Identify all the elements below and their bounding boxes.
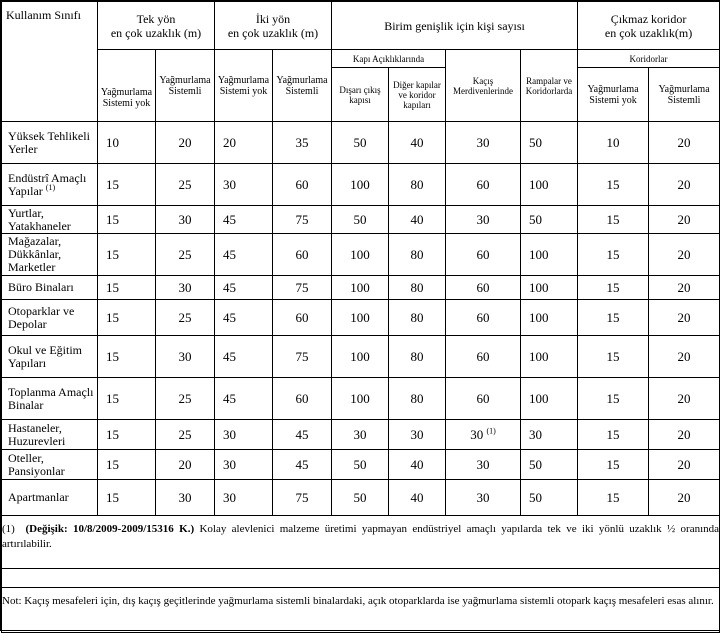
table-cell: 60 [273,164,332,206]
table-cell: 20 [649,420,720,450]
table-cell: 10 [578,122,649,164]
header-one-way-sprinkler: Yağmurlama Sistemli [156,50,215,122]
escape-distance-table [1,1,720,633]
table-cell: 80 [389,234,446,276]
table-cell: 15 [578,480,649,516]
table-cell: 35 [273,122,332,164]
header-two-way-sprinkler: Yağmurlama Sistemli [273,50,332,122]
table-cell: 80 [389,276,446,300]
table-cell: 30 [389,420,446,450]
table-cell: 25 [156,300,215,336]
table-cell: 45 [215,300,273,336]
table-cell: 40 [389,450,446,480]
table-cell: 60 [446,300,521,336]
table-row [2,480,720,516]
table-row [2,420,720,450]
table-cell: 15 [578,206,649,234]
table-cell: 30 [446,206,521,234]
table-cell: 60 [446,234,521,276]
header-door-openings: Kapı Açıklıklarında [332,50,446,68]
table-cell: 15 [98,300,156,336]
header-two-way: İki yön en çok uzaklık (m) [215,2,332,50]
row-class-name: Otoparklar ve Depolar [2,300,98,336]
table-cell: 75 [273,276,332,300]
table-cell: 60 [446,164,521,206]
table-cell: 45 [273,420,332,450]
table-cell: 50 [332,206,389,234]
table-cell: 15 [578,300,649,336]
header-corridors: Koridorlar [578,50,720,68]
table-cell: 20 [649,336,720,378]
table-cell: 15 [578,234,649,276]
table-cell: 30 [446,122,521,164]
table-cell: 30 [215,450,273,480]
table-cell: 20 [649,450,720,480]
table-cell: 80 [389,378,446,420]
table-cell: 100 [332,164,389,206]
table-cell: 100 [332,234,389,276]
table-cell: 60 [273,300,332,336]
header-dead-end: Çıkmaz koridor en çok uzaklık(m) [578,2,720,50]
table-cell: 60 [273,234,332,276]
table-cell: 30 [156,206,215,234]
table-cell: 45 [215,206,273,234]
table-cell: 15 [578,276,649,300]
table-cell: 100 [332,378,389,420]
table-cell: 30 $^{(1)}$ [446,420,521,450]
table-cell: 100 [521,300,578,336]
table-cell: 60 [273,378,332,420]
table-row [2,206,720,234]
table-cell: 25 [156,420,215,450]
header-ramps-corridors: Rampalar ve Koridorlarda [521,50,578,122]
table-row [2,450,720,480]
table-cell: 45 [215,336,273,378]
table-cell: 50 [521,450,578,480]
row-class-name: Yurtlar, Yatakhaneler [2,206,98,234]
table-cell: 100 [521,164,578,206]
table-cell: 80 [389,336,446,378]
note: Not: Kaçış mesafeleri için, dış kaçış geçitlerinde yağmurlama sistemli binalardaki, açık otoparklarda ise yağmurlama sistemli otopark kaçış mesafeleri esas alınır. [2,588,720,633]
table-cell: 30 [156,480,215,516]
row-class-name: Endüstrî Amaçlı Yapılar $^{(1)}$ [2,164,98,206]
table-cell: 80 [389,300,446,336]
row-class-name: Okul ve Eğitim Yapıları [2,336,98,378]
table-row [2,276,720,300]
table-cell: 15 [98,336,156,378]
table-cell: 100 [521,276,578,300]
table-cell: 45 [273,450,332,480]
table-row [2,378,720,420]
table-row [2,300,720,336]
table-cell: 20 [649,276,720,300]
table-row [2,336,720,378]
table-cell: 15 [98,420,156,450]
table-cell: 25 [156,234,215,276]
table-cell: 45 [215,378,273,420]
header-unit-width: Birim genişlik için kişi sayısı [332,2,578,50]
row-class-name: Apartmanlar [2,480,98,516]
table-row [2,122,720,164]
table-cell: 20 [215,122,273,164]
row-class-name: Toplanma Amaçlı Binalar [2,378,98,420]
table-cell: 100 [521,336,578,378]
table-cell: 15 [98,164,156,206]
table-cell: 20 [649,206,720,234]
table-cell: 20 [649,300,720,336]
table-cell: 30 [156,276,215,300]
table-cell: 50 [332,450,389,480]
header-other-doors: Diğer kapılar ve koridor kapıları [389,68,446,122]
header-corridor-no-sprinkler: Yağmurlama Sistemi yok [578,68,649,122]
table-cell: 50 [521,122,578,164]
table-cell: 15 [578,450,649,480]
table-cell: 20 [649,234,720,276]
table-cell: 80 [389,164,446,206]
table-cell: 25 [156,378,215,420]
table-body [2,122,720,516]
table-cell: 25 [156,164,215,206]
table-cell: 40 [389,206,446,234]
table-cell: 50 [521,206,578,234]
footnote: (1) (Değişik: 10/8/2009-2009/15316 K.) Kolay alevlenici malzeme üretimi yapmayan endüstriyel amaçlı yapılarda tek ve iki yönlü uzaklık ½ oranında artırılabilir. [2,516,720,569]
header-one-way: Tek yön en çok uzaklık (m) [98,2,215,50]
table-row [2,234,720,276]
table-cell: 100 [332,276,389,300]
table-cell: 20 [649,378,720,420]
table-cell: 20 [156,122,215,164]
table-cell: 75 [273,336,332,378]
blank-row [2,569,720,588]
row-class-name: Yüksek Tehlikeli Yerler [2,122,98,164]
table-cell: 100 [332,336,389,378]
table-row [2,164,720,206]
table-cell: 15 [98,206,156,234]
table-cell: 15 [98,450,156,480]
table-cell: 20 [649,164,720,206]
table-cell: 30 [446,450,521,480]
table-cell: 15 [578,336,649,378]
table-cell: 30 [215,420,273,450]
table-cell: 15 [578,378,649,420]
table-cell: 40 [389,122,446,164]
table-cell: 10 [98,122,156,164]
header-corridor-sprinkler: Yağmurlama Sistemli [649,68,720,122]
table-cell: 50 [521,480,578,516]
header-two-way-no-sprinkler: Yağmurlama Sistemi yok [215,50,273,122]
table-cell: 15 [578,164,649,206]
table-cell: 50 [332,122,389,164]
table-cell: 60 [446,276,521,300]
table-cell: 100 [521,234,578,276]
table-cell: 100 [521,378,578,420]
table-cell: 20 [649,480,720,516]
table-cell: 15 [98,276,156,300]
table-cell: 20 [156,450,215,480]
table-cell: 30 [446,480,521,516]
table-cell: 15 [98,480,156,516]
table-cell: 15 [98,378,156,420]
table-cell: 60 [446,336,521,378]
header-escape-stairs: Kaçış Merdivenlerinde [446,50,521,122]
table-cell: 30 [332,420,389,450]
row-class-name: Oteller, Pansiyonlar [2,450,98,480]
table-cell: 45 [215,276,273,300]
table-cell: 15 [98,234,156,276]
table-cell: 100 [332,300,389,336]
table-cell: 30 [215,164,273,206]
row-class-name: Hastaneler, Huzurevleri [2,420,98,450]
table-cell: 60 [446,378,521,420]
table-cell: 40 [389,480,446,516]
table-cell: 45 [215,234,273,276]
table-cell: 75 [273,206,332,234]
row-class-name: Büro Binaları [2,276,98,300]
table-cell: 50 [332,480,389,516]
table-cell: 75 [273,480,332,516]
table-cell: 30 [215,480,273,516]
table-cell: 20 [649,122,720,164]
header-one-way-no-sprinkler: Yağmurlama Sistemi yok [98,50,156,122]
header-class: Kullanım Sınıfı [2,2,98,122]
row-class-name: Mağazalar, Dükkânlar, Marketler [2,234,98,276]
header-outer-exit-door: Dışarı çıkış kapısı [332,68,389,122]
table-cell: 15 [578,420,649,450]
table-cell: 30 [156,336,215,378]
table-cell: 30 [521,420,578,450]
